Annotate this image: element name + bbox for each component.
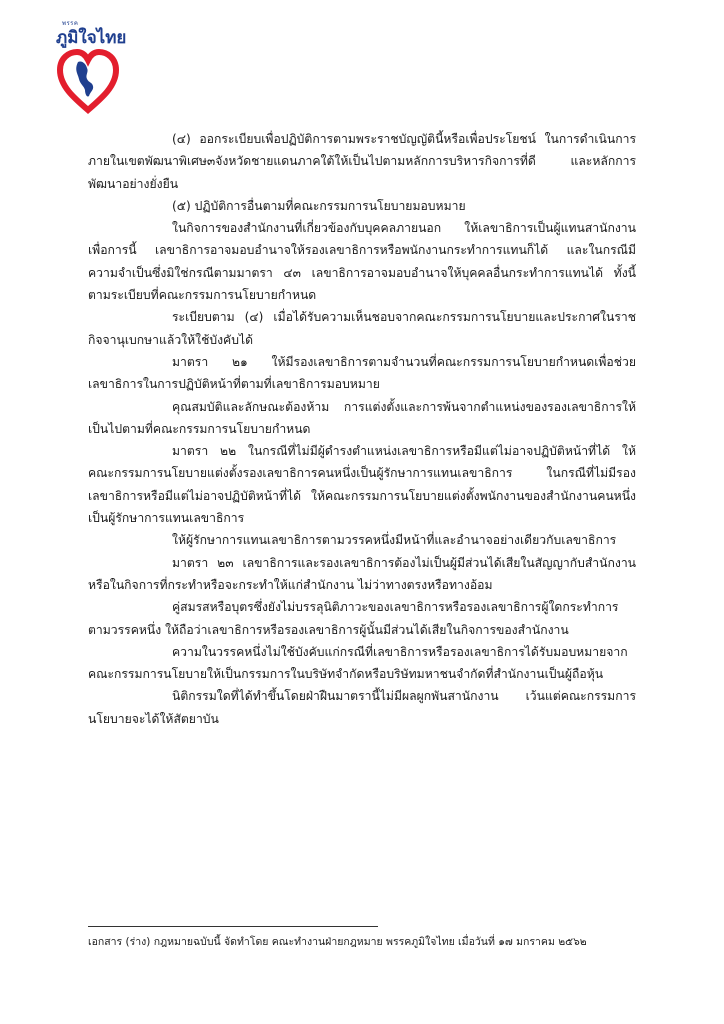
paragraph-external-affairs: ในกิจการของสำนักงานที่เกี่ยวข้องกับบุคคลภายนอก ให้เลขาธิการเป็นผู้แทนสานักงาน เพื่อการนี้ เลขาธิการอาจมอบอำนาจให้รองเลขาธิการหรือพนักงานกระทำการแทนก็ได้ และในกรณีมีความจำเป็นซึ่งมิใช่กรณีตามมาตรา ๔๓ เลขาธิการอาจมอบอำนาจให้บุคคลอื่นกระทำการแทนได้ ทั้งนี้ ตามระเบียบที่คณะกรรมการนโยบายกำหนด	[88, 221, 636, 303]
heart-map-icon	[56, 48, 120, 114]
document-body	[88, 128, 636, 730]
footnote-divider	[88, 926, 378, 927]
paragraph-section-4: (๔) ออกระเบียบเพื่อปฏิบัติการตามพระราชบัญญัตินี้หรือเพื่อประโยชน์ ในการดำเนินการภายในเขตพัฒนาพิเศษ๓จังหวัดชายแดนภาคใต้ให้เป็นไปตามหลักการบริหารกิจการที่ดี และหลักการพัฒนาอย่างยั่งยืน	[88, 132, 636, 191]
paragraph-exemption: ความในวรรคหนึ่งไม่ใช้บังคับแก่กรณีที่เลขาธิการหรือรองเลขาธิการได้รับมอบหมายจากคณะกรรมการนโยบายให้เป็นกรรมการในบริษัทจำกัดหรือบริษัทมหาชนจำกัดที่สำนักงานเป็นผู้ถือหุ้น	[88, 644, 628, 682]
logo-small-text: พรรค	[62, 20, 79, 27]
paragraph-void-acts: นิติกรรมใดที่ได้ทำขึ้นโดยฝ่าฝืนมาตรานี้ไม่มีผลผูกพันสานักงาน เว้นแต่คณะกรรมการนโยบายจะได้ให้สัตยาบัน	[88, 689, 636, 726]
paragraph-qualifications: คุณสมบัติและลักษณะต้องห้าม การแต่งตั้งและการพ้นจากตำแหน่งของรองเลขาธิการให้เป็นไปตามที่คณะกรรมการนโยบายกำหนด	[88, 399, 636, 436]
paragraph-section-22: มาตรา ๒๒ ในกรณีที่ไม่มีผู้ดำรงตำแหน่งเลขาธิการหรือมีแต่ไม่อาจปฏิบัติหน้าที่ได้ ให้คณะกรรมการนโยบายแต่งตั้งรองเลขาธิการคนหนึ่งเป็นผู้รักษาการแทนเลขาธิการ ในกรณีที่ไม่มีรองเลขาธิการหรือมีแต่ไม่อาจปฏิบัติหน้าที่ได้ ให้คณะกรรมการนโยบายแต่งตั้งพนักงานของสำนักงานคนหนึ่งเป็นผู้รักษาการแทนเลขาธิการ	[88, 444, 636, 526]
paragraph-regulation: ระเบียบตาม (๔) เมื่อได้รับความเห็นชอบจากคณะกรรมการนโยบายและประกาศในราชกิจจานุเบกษาแล้วให้ใช้บังคับได้	[88, 310, 636, 347]
paragraph-section-5: (๕) ปฏิบัติการอื่นตามที่คณะกรรมการนโยบายมอบหมาย	[172, 198, 466, 213]
party-logo	[48, 18, 128, 118]
footnote: เอกสาร (ร่าง) กฎหมายฉบับนี้ จัดทำโดย คณะทำงานฝ่ายกฎหมาย พรรคภูมิใจไทย เมื่อวันที่ ๑๗ มกราคม ๒๕๖๒	[88, 936, 587, 948]
paragraph-acting-duties: ให้ผู้รักษาการแทนเลขาธิการตามวรรคหนึ่งมีหน้าที่และอำนาจอย่างเดียวกับเลขาธิการ	[172, 533, 617, 548]
paragraph-section-21: มาตรา ๒๑ ให้มีรองเลขาธิการตามจำนวนที่คณะกรรมการนโยบายกำหนดเพื่อช่วยเลขาธิการในการปฏิบัติหน้าที่ตามที่เลขาธิการมอบหมาย	[88, 354, 636, 392]
paragraph-section-23: มาตรา ๒๓ เลขาธิการและรองเลขาธิการต้องไม่เป็นผู้มีส่วนได้เสียในสัญญากับสำนักงานหรือในกิจการที่กระทำหรือจะกระทำให้แก่สำนักงาน ไม่ว่าทางตรงหรือทางอ้อม	[88, 555, 636, 592]
paragraph-spouse-children: คู่สมรสหรือบุตรซึ่งยังไม่บรรลุนิติภาวะของเลขาธิการหรือรองเลขาธิการผู้ใดกระทำการตามวรรคหนึ่ง ให้ถือว่าเลขาธิการหรือรองเลขาธิการผู้นั้นมีส่วนได้เสียในกิจการของสำนักงาน	[88, 600, 619, 637]
logo-name: ภูมิใจไทย	[56, 28, 127, 48]
